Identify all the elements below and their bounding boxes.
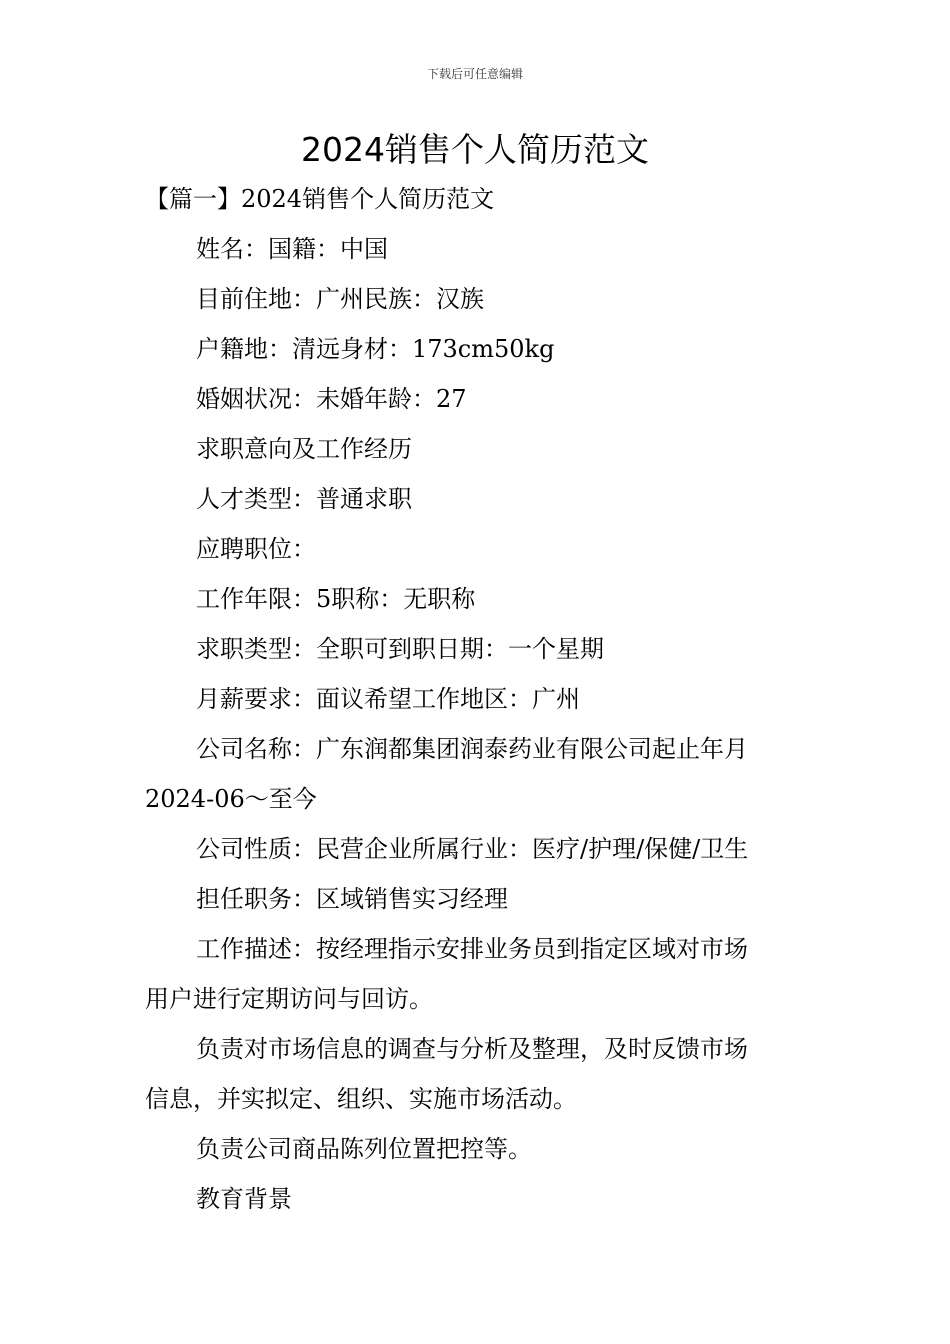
- text-line-job-description-cont: 用户进行定期访问与回访。: [145, 985, 433, 1013]
- text-line-education-heading: 教育背景: [196, 1185, 292, 1213]
- header-note: 下载后可任意编辑: [426, 67, 523, 81]
- text-line-job-description: 工作描述：按经理指示安排业务员到指定区域对市场: [196, 935, 748, 963]
- text-line-company-name: 公司名称：广东润都集团润泰药业有限公司起止年月: [196, 735, 748, 763]
- text-line-talent-type: 人才类型：普通求职: [196, 485, 412, 513]
- text-line-company-period: 2024-06～至今: [145, 785, 317, 813]
- text-line-work-years-title: 工作年限：5职称：无职称: [196, 585, 476, 613]
- document-title: 2024销售个人简历范文: [301, 130, 649, 169]
- text-line-job-intention-heading: 求职意向及工作经历: [196, 435, 412, 463]
- text-line-residence-ethnicity: 目前住地：广州民族：汉族: [196, 285, 484, 313]
- text-line-hometown-build: 户籍地：清远身材：173cm50kg: [196, 335, 555, 363]
- text-line-marital-age: 婚姻状况：未婚年龄：27: [196, 385, 467, 413]
- text-line-position-held: 担任职务：区域销售实习经理: [196, 885, 508, 913]
- text-line-market-research-cont: 信息，并实拟定、组织、实施市场活动。: [145, 1085, 577, 1113]
- text-line-company-nature-industry: 公司性质：民营企业所属行业：医疗/护理/保健/卫生: [196, 835, 749, 863]
- document-body: [145, 174, 810, 1224]
- text-line-salary-location: 月薪要求：面议希望工作地区：广州: [196, 685, 580, 713]
- text-line-name-nationality: 姓名：国籍：中国: [196, 235, 388, 263]
- section-heading: 【篇一】2024销售个人简历范文: [145, 185, 495, 213]
- text-line-job-type-availability: 求职类型：全职可到职日期：一个星期: [196, 635, 604, 663]
- text-line-applied-position: 应聘职位：: [196, 535, 316, 563]
- text-line-market-research: 负责对市场信息的调查与分析及整理，及时反馈市场: [196, 1035, 748, 1063]
- text-line-display-control: 负责公司商品陈列位置把控等。: [196, 1135, 532, 1163]
